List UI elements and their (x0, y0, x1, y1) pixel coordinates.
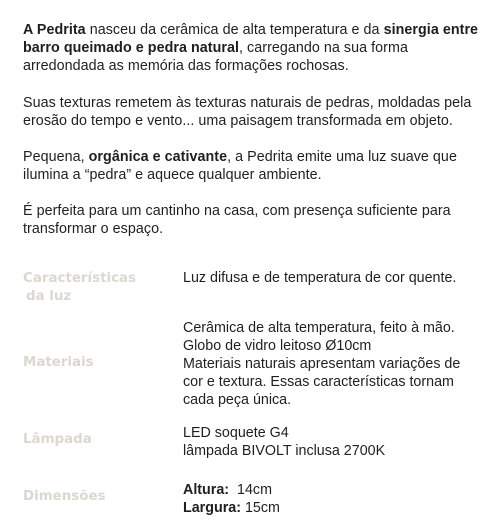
lampada-line-1: LED soquete G4 (183, 425, 289, 441)
spec-label-caracteristicas (23, 270, 143, 306)
intro-p1-text-1: nasceu da cerâmica de alta temperatura e da (85, 22, 384, 38)
spec-label-lampada: Lâmpada (23, 432, 92, 447)
materiais-line-5: cada peça única. (183, 392, 292, 408)
intro-p3-highlight: orgânica e cativante (88, 149, 228, 165)
altura-label: Altura: (183, 482, 230, 498)
materiais-line-3: Materiais naturais apresentam variações de (183, 356, 461, 372)
largura-label: Largura: (183, 500, 241, 516)
materiais-line-2: Globo de vidro leitoso Ø10cm (183, 338, 372, 354)
spec-value-lampada (183, 424, 483, 460)
spec-label-materiais: Materiais (23, 355, 94, 370)
dimensao-altura (183, 481, 483, 499)
intro-p3-text-2: , a Pedrita emite uma luz suave que ilumina a “pedra” e aquece qualquer ambiente. (23, 149, 457, 183)
largura-value: 15cm (241, 500, 280, 516)
altura-value: 14cm (229, 482, 272, 498)
intro-p1-text-2: , carregando na sua forma arredondada as memória das formações rochosas. (23, 40, 408, 74)
spec-value-materiais (183, 319, 483, 409)
intro-paragraph-4: É perfeita para um cantinho na casa, com presença suficiente para transformar o espaço. (23, 203, 451, 237)
intro-paragraph-2: Suas texturas remetem às texturas naturais de pedras, moldadas pela erosão do tempo e vento... uma paisagem transformada em objeto. (23, 95, 472, 129)
spec-label-dimensoes: Dimensões (23, 489, 106, 504)
spec-value-dimensoes (183, 481, 483, 517)
lampada-line-2: lâmpada BIVOLT inclusa 2700K (183, 443, 386, 459)
intro-p3-text-1: Pequena, (23, 149, 89, 165)
materiais-line-4: cor e textura. Essas características tornam (183, 374, 454, 390)
spec-label-caracteristicas-line-2: da luz (26, 289, 72, 304)
brand-name: A Pedrita (23, 22, 86, 38)
dimensao-largura (183, 499, 483, 517)
intro-paragraph-3 (23, 148, 483, 184)
spec-value-caracteristicas: Luz difusa e de temperatura de cor quente. (183, 270, 457, 286)
materiais-line-1: Cerâmica de alta temperatura, feito à mão. (183, 320, 455, 336)
spec-label-caracteristicas-line-1: Características (23, 271, 137, 286)
intro-p1-highlight: sinergia entre barro queimado e pedra natural (23, 22, 479, 56)
intro-paragraph-1 (23, 21, 483, 75)
